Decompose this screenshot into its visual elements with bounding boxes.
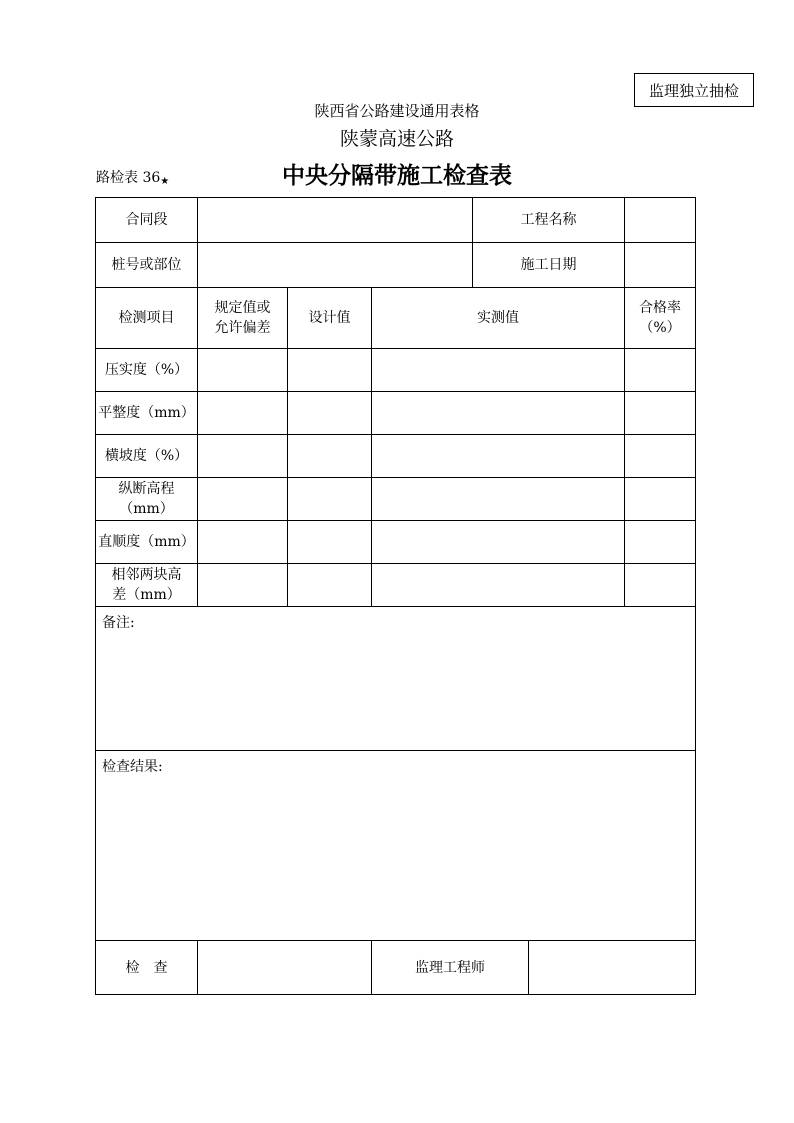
- header-organization: 陕西省公路建设通用表格: [314, 102, 480, 120]
- col-header-measured: 实测值: [372, 288, 625, 349]
- design-cell[interactable]: [288, 349, 372, 392]
- contract-label: 合同段: [96, 198, 198, 243]
- station-field[interactable]: [198, 243, 473, 288]
- row-item-label: 纵断高程 （mm）: [96, 478, 198, 521]
- design-cell[interactable]: [288, 564, 372, 607]
- table-row: [96, 478, 696, 521]
- star-icon: ★: [160, 176, 170, 187]
- project-name-label: 工程名称: [473, 198, 625, 243]
- remarks-row: [96, 607, 696, 751]
- table-row: [96, 392, 696, 435]
- form-code-text: 路检表 36: [96, 170, 161, 186]
- spec-cell[interactable]: [198, 349, 288, 392]
- remarks-field[interactable]: [96, 607, 696, 751]
- pass-rate-cell[interactable]: [625, 392, 696, 435]
- inspection-form-table: [95, 197, 696, 995]
- col-header-pass-rate: [625, 288, 696, 349]
- col-header-spec: [198, 288, 288, 349]
- spec-cell[interactable]: [198, 521, 288, 564]
- design-cell[interactable]: [288, 478, 372, 521]
- remarks-label: 备注:: [102, 615, 135, 631]
- table-row: [96, 349, 696, 392]
- spec-cell[interactable]: [198, 564, 288, 607]
- table-row: [96, 564, 696, 607]
- design-cell[interactable]: [288, 392, 372, 435]
- project-name-field[interactable]: [625, 198, 696, 243]
- inspector-label: 检 查: [96, 941, 198, 995]
- spec-cell[interactable]: [198, 478, 288, 521]
- inspector-signature-field[interactable]: [198, 941, 372, 995]
- col-header-design: 设计值: [288, 288, 372, 349]
- result-field[interactable]: [96, 751, 696, 941]
- row-item-label: 直顺度（mm）: [96, 521, 198, 564]
- column-header-row: [96, 288, 696, 349]
- construction-date-field[interactable]: [625, 243, 696, 288]
- measured-cell[interactable]: [372, 521, 625, 564]
- measured-cell[interactable]: [372, 392, 625, 435]
- pass-rate-cell[interactable]: [625, 478, 696, 521]
- info-row-station: [96, 243, 696, 288]
- measured-cell[interactable]: [372, 435, 625, 478]
- stamp-text: 监理独立抽检: [648, 81, 739, 100]
- construction-date-label: 施工日期: [473, 243, 625, 288]
- col-header-pass-line2: （%）: [639, 320, 681, 336]
- header-project: 陕蒙高速公路: [339, 128, 454, 150]
- result-label: 检查结果:: [102, 759, 163, 775]
- row-item-label: 相邻两块高 差（mm）: [96, 564, 198, 607]
- spec-cell[interactable]: [198, 392, 288, 435]
- station-label: 桩号或部位: [96, 243, 198, 288]
- page-title: 中央分隔带施工检查表: [282, 163, 512, 189]
- row-item-label: 平整度（mm）: [96, 392, 198, 435]
- pass-rate-cell[interactable]: [625, 349, 696, 392]
- design-cell[interactable]: [288, 435, 372, 478]
- measured-cell[interactable]: [372, 349, 625, 392]
- spec-cell[interactable]: [198, 435, 288, 478]
- engineer-label: 监理工程师: [372, 941, 529, 995]
- engineer-signature-field[interactable]: [529, 941, 696, 995]
- design-cell[interactable]: [288, 521, 372, 564]
- contract-field[interactable]: [198, 198, 473, 243]
- col-header-spec-line1: 规定值或: [214, 300, 271, 316]
- result-row: [96, 751, 696, 941]
- signature-row: [96, 941, 696, 995]
- pass-rate-cell[interactable]: [625, 521, 696, 564]
- measured-cell[interactable]: [372, 478, 625, 521]
- table-row: [96, 521, 696, 564]
- col-header-spec-line2: 允许偏差: [214, 320, 271, 336]
- row-item-label: 横坡度（%）: [96, 435, 198, 478]
- table-row: [96, 435, 696, 478]
- measured-cell[interactable]: [372, 564, 625, 607]
- info-row-contract: [96, 198, 696, 243]
- pass-rate-cell[interactable]: [625, 435, 696, 478]
- row-item-label: 压实度（%）: [96, 349, 198, 392]
- col-header-pass-line1: 合格率: [639, 300, 681, 316]
- col-header-item: 检测项目: [96, 288, 198, 349]
- pass-rate-cell[interactable]: [625, 564, 696, 607]
